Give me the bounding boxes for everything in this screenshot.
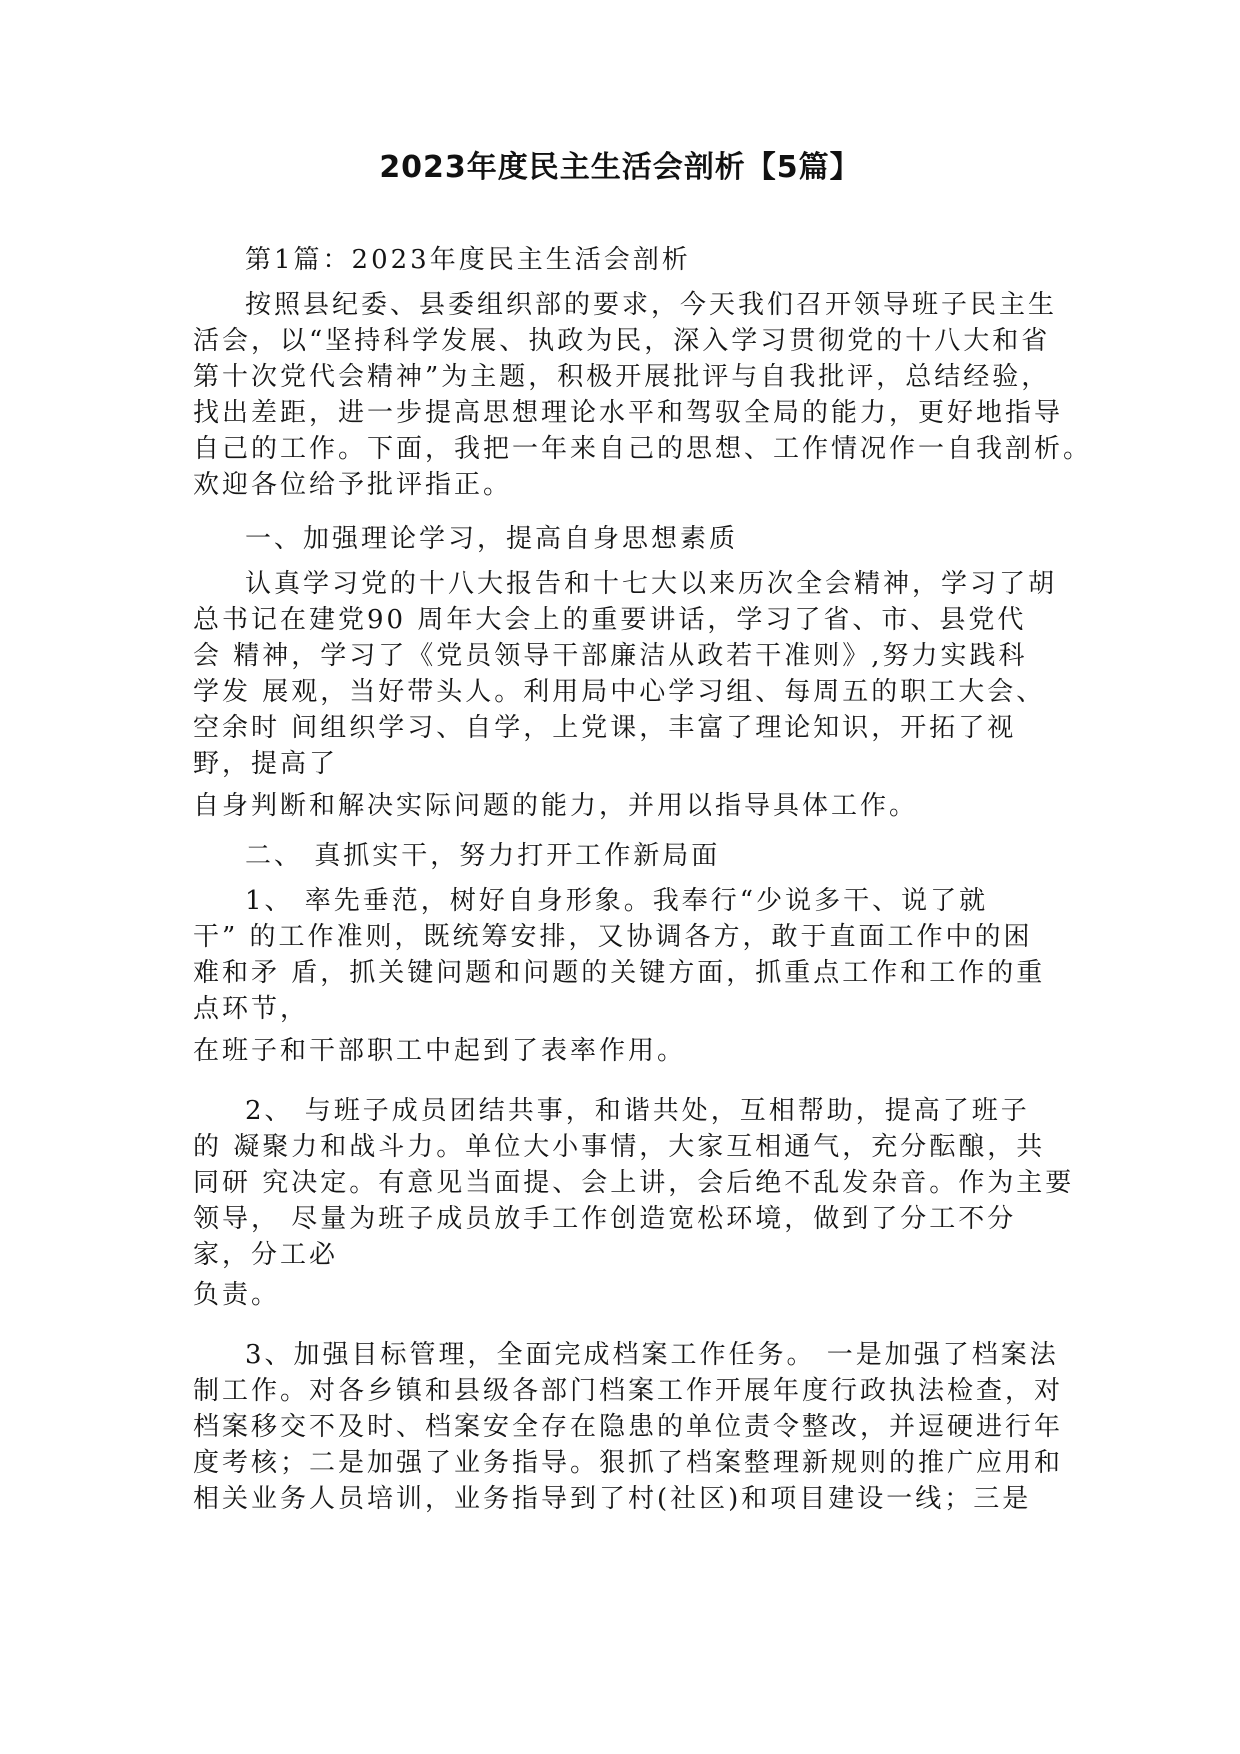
document-line: 空余时 间组织学习、自学，上党课，丰富了理论知识，开拓了视 bbox=[193, 713, 1017, 743]
document-line: 一、加强理论学习，提高自身思想素质 bbox=[245, 524, 739, 554]
document-line: 的 凝聚力和战斗力。单位大小事情，大家互相通气，充分酝酿，共 bbox=[193, 1132, 1046, 1162]
document-line: 总书记在建党90 周年大会上的重要讲话，学习了省、市、县党代 bbox=[193, 605, 1027, 635]
document-line: 欢迎各位给予批评指正。 bbox=[193, 470, 513, 500]
document-line: 度考核；二是加强了业务指导。狠抓了档案整理新规则的推广应用和 bbox=[193, 1448, 1064, 1478]
document-line: 在班子和干部职工中起到了表率作用。 bbox=[193, 1036, 687, 1066]
document-line: 同研 究决定。有意见当面提、会上讲，会后绝不乱发杂音。作为主要 bbox=[193, 1168, 1075, 1198]
document-line: 野，提高了 bbox=[193, 749, 339, 779]
document-line: 按照县纪委、县委组织部的要求，今天我们召开领导班子民主生 bbox=[245, 290, 1058, 320]
document-line: 相关业务人员培训，业务指导到了村(社区)和项目建设一线；三是 bbox=[193, 1484, 1032, 1514]
document-line: 制工作。对各乡镇和县级各部门档案工作开展年度行政执法检查，对 bbox=[193, 1376, 1064, 1406]
document-line: 会 精神，学习了《党员领导干部廉洁从政若干准则》,努力实践科 bbox=[193, 641, 1028, 671]
document-line: 第1篇：2023年度民主生活会剖析 bbox=[245, 245, 691, 275]
document-line: 负责。 bbox=[193, 1280, 281, 1310]
document-line: 找出差距，进一步提高思想理论水平和驾驭全局的能力，更好地指导 bbox=[193, 398, 1064, 428]
document-line: 难和矛 盾，抓关键问题和问题的关键方面，抓重点工作和工作的重 bbox=[193, 958, 1046, 988]
document-line: 自身判断和解决实际问题的能力，并用以指导具体工作。 bbox=[193, 791, 919, 821]
document-line: 自己的工作。下面，我把一年来自己的思想、工作情况作一自我剖析。 bbox=[193, 434, 1093, 464]
document-line: 学发 展观，当好带头人。利用局中心学习组、每周五的职工大会、 bbox=[193, 677, 1046, 707]
document-line: 领导， 尽量为班子成员放手工作创造宽松环境，做到了分工不分 bbox=[193, 1204, 1017, 1234]
document-line: 第十次党代会精神”为主题，积极开展批评与自我批评，总结经验， bbox=[193, 362, 1051, 392]
document-line: 活会，以“坚持科学发展、执政为民，深入学习贯彻党的十八大和省 bbox=[193, 326, 1051, 356]
document-line: 2、 与班子成员团结共事，和谐共处，互相帮助，提高了班子 bbox=[245, 1096, 1030, 1126]
document-line: 家，分工必 bbox=[193, 1240, 339, 1270]
document-line: 档案移交不及时、档案安全存在隐患的单位责令整改，并逗硬进行年 bbox=[193, 1412, 1064, 1442]
document-line: 1、 率先垂范，树好自身形象。我奉行“少说多干、说了就 bbox=[245, 886, 989, 916]
document-line: 点环节， bbox=[193, 994, 310, 1024]
document-line: 二、 真抓实干，努力打开工作新局面 bbox=[245, 841, 721, 871]
document-line: 干” 的工作准则，既统筹安排，又协调各方，敢于直面工作中的困 bbox=[193, 922, 1033, 952]
document-title: 2023年度民主生活会剖析【5篇】 bbox=[379, 150, 861, 185]
document-line: 认真学习党的十八大报告和十七大以来历次全会精神，学习了胡 bbox=[245, 569, 1058, 599]
document-line: 3、加强目标管理，全面完成档案工作任务。 一是加强了档案法 bbox=[245, 1340, 1059, 1370]
